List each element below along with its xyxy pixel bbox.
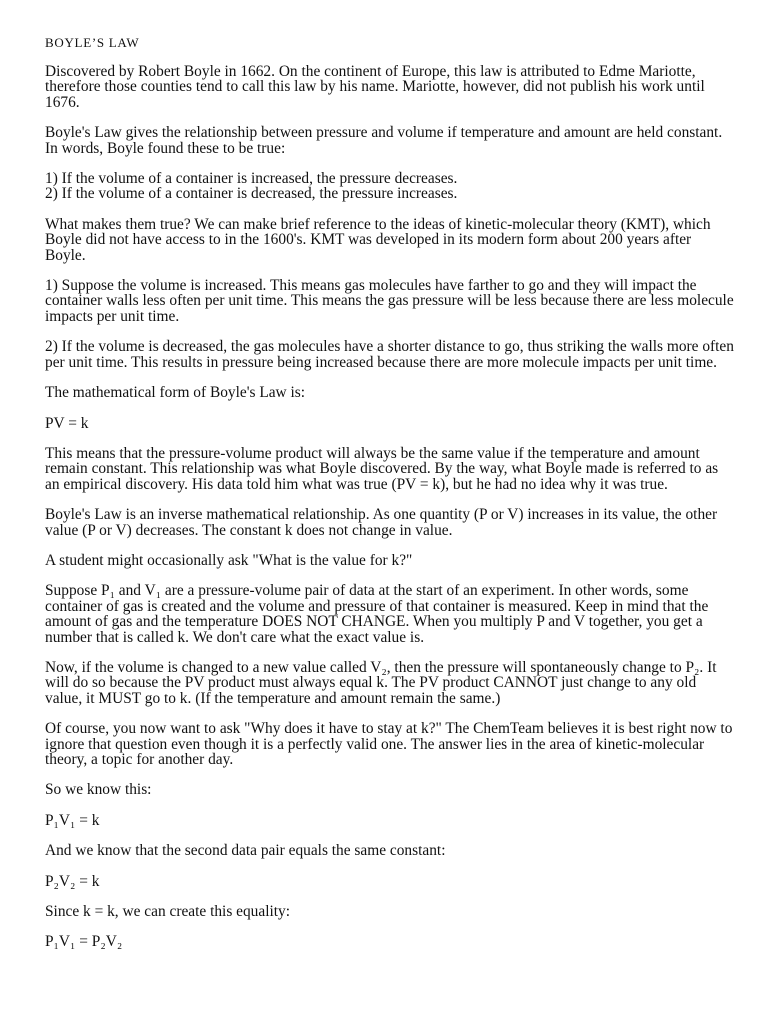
document-body	[45, 36, 735, 965]
page-title: BOYLE’S LAW	[45, 35, 140, 50]
final-equality-equation: P₁V₁ = P₂V₂	[45, 933, 123, 951]
volume-increase-paragraph: 1) Suppose the volume is increased. This means gas molecules have farther to go and they will impact the container walls less often per unit time. This means the gas pressure will be less because there are less molecule impacts per unit time.	[45, 277, 734, 325]
intro-paragraph: Discovered by Robert Boyle in 1662. On the continent of Europe, this law is attributed to Edme Mariotte, therefore those counties tend to call this law by his name. Mariotte, however, did not publish his work until 1676.	[45, 63, 705, 111]
change-volume-paragraph: Now, if the volume is changed to a new value called V₂, then the pressure will spontaneously change to P₂. It will do so because the PV product must always equal k. The PV product CANNOT just change to any old value, it MUST go to k. (If the temperature and amount remain the same.)	[45, 658, 717, 707]
kmt-intro-paragraph: What makes them true? We can make brief reference to the ideas of kinetic-molecular theory (KMT), which Boyle did not have access to in the 1600's. KMT was developed in its modern form about 200 years after Boyle.	[45, 215, 711, 264]
first-pair-equation: P₁V₁ = k	[45, 811, 100, 829]
boyles-law-formula: PV = k	[45, 414, 89, 432]
second-pair-intro: And we know that the second data pair equals the same constant:	[45, 842, 446, 860]
truth-list-item: 1) If the volume of a container is increased, the pressure decreases.	[45, 170, 458, 188]
math-form-intro: The mathematical form of Boyle's Law is:	[45, 384, 306, 402]
so-we-know-text: So we know this:	[45, 781, 152, 799]
equality-intro: Since k = k, we can create this equality:	[45, 903, 291, 921]
volume-decrease-paragraph: 2) If the volume is decreased, the gas molecules have a shorter distance to go, thus striking the walls more often per unit time. This results in pressure being increased because there are more molecule impacts per unit time.	[45, 338, 734, 371]
meaning-paragraph: This means that the pressure-volume product will always be the same value if the temperature and amount remain constant. This relationship was what Boyle discovered. By the way, what Boyle made is referred to as an empirical discovery. His data told him what was true (PV = k), but he had no idea why it was true.	[45, 444, 719, 493]
question-paragraph: A student might occasionally ask "What is the value for k?"	[45, 551, 413, 569]
why-k-paragraph: Of course, you now want to ask "Why does it have to stay at k?" The ChemTeam believes it is best right now to ignore that question even though it is a perfectly valid one. The answer lies in the area of kinetic-molecular theory, a topic for another day.	[45, 720, 733, 768]
inverse-paragraph: Boyle's Law is an inverse mathematical relationship. As one quantity (P or V) increases in its value, the other value (P or V) decreases. The constant k does not change in value.	[45, 506, 718, 539]
truths-list	[45, 171, 735, 202]
second-pair-equation: P₂V₂ = k	[45, 872, 100, 890]
suppose-pair-paragraph: Suppose P₁ and V₁ are a pressure-volume pair of data at the start of an experiment. In other words, some container of gas is created and the volume and pressure of that container is measured. Keep in mind that the amount of gas and the temperature DOES NOT CHANGE. When you multiply P and V together, you get a number that is called k. We don't care what the exact value is.	[45, 582, 709, 646]
truth-list-item: 2) If the volume of a container is decreased, the pressure increases.	[45, 185, 458, 203]
relationship-paragraph: Boyle's Law gives the relationship between pressure and volume if temperature and amount are held constant. In words, Boyle found these to be true:	[45, 124, 723, 157]
